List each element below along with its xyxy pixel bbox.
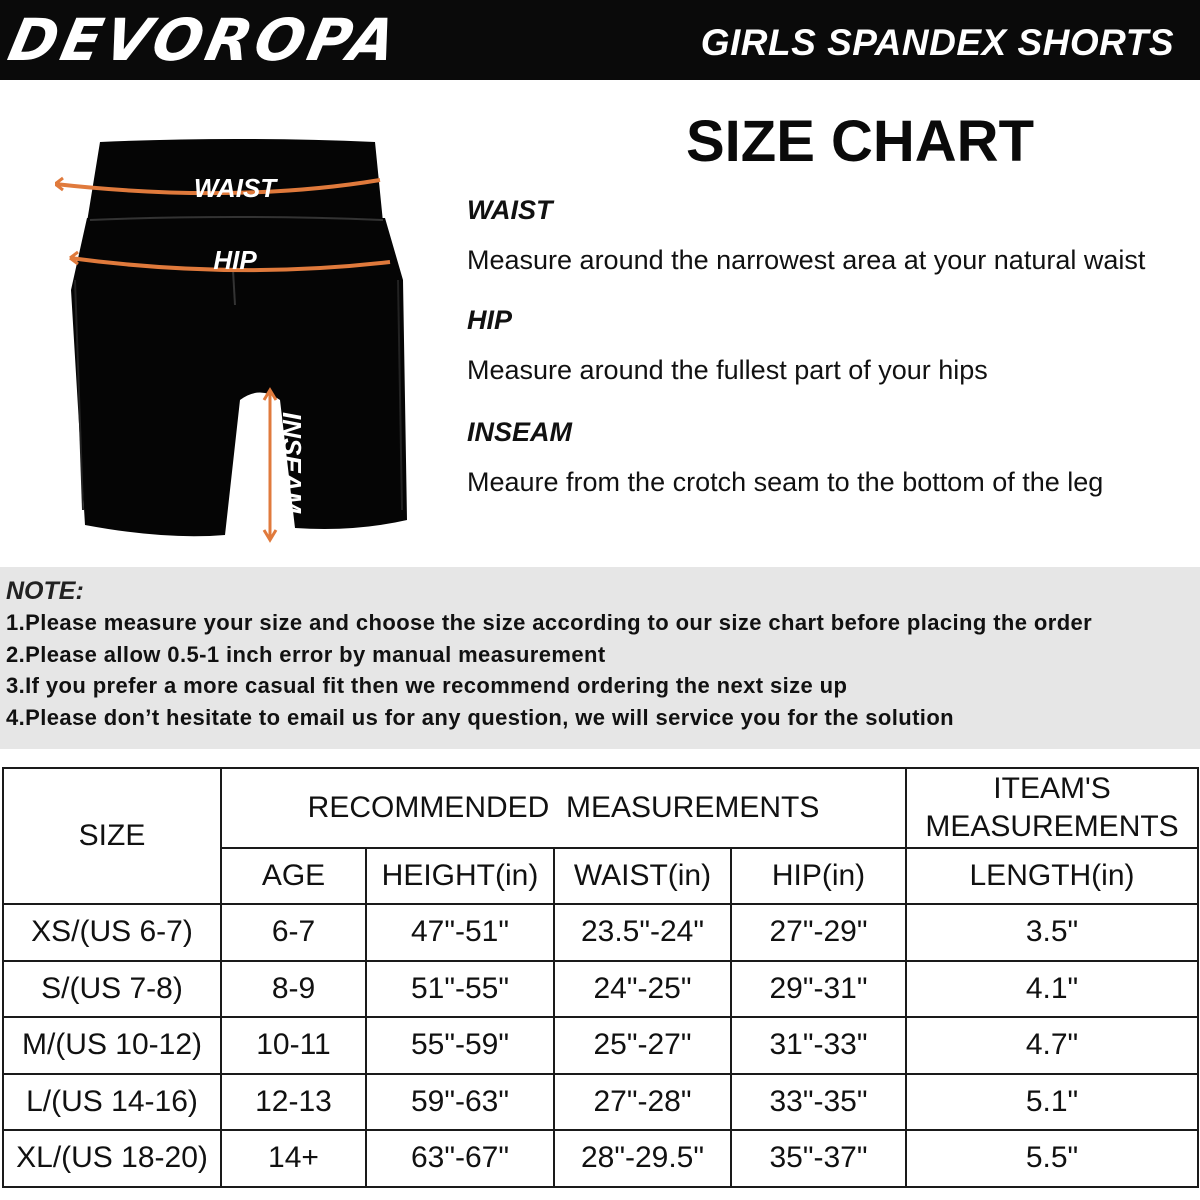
cell-height: 63"-67" bbox=[366, 1130, 554, 1187]
note-line: 3.If you prefer a more casual fit then we recommend ordering the next size up bbox=[6, 673, 848, 698]
cell-height: 59"-63" bbox=[366, 1074, 554, 1131]
shorts-illustration bbox=[55, 130, 415, 550]
cell-waist: 25"-27" bbox=[554, 1017, 731, 1074]
cell-length: 4.7" bbox=[906, 1017, 1198, 1074]
cell-age: 8-9 bbox=[221, 961, 366, 1018]
size-header: SIZE bbox=[3, 768, 221, 904]
col-hip: HIP(in) bbox=[731, 848, 906, 904]
cell-age: 12-13 bbox=[221, 1074, 366, 1131]
cell-size: L/(US 14-16) bbox=[3, 1074, 221, 1131]
col-age: AGE bbox=[221, 848, 366, 904]
inseam-label: INSEAM bbox=[277, 412, 307, 514]
size-chart-title: SIZE CHART bbox=[686, 109, 1034, 174]
note-panel bbox=[0, 567, 1200, 749]
cell-size: S/(US 7-8) bbox=[3, 961, 221, 1018]
table-row bbox=[3, 961, 1198, 1018]
cell-waist: 23.5"-24" bbox=[554, 904, 731, 961]
cell-hip: 31"-33" bbox=[731, 1017, 906, 1074]
table-row bbox=[3, 904, 1198, 961]
items-header: ITEAM'S MEASUREMENTS bbox=[906, 768, 1198, 848]
hip-label: HIP bbox=[213, 245, 257, 275]
product-title: GIRLS SPANDEX SHORTS bbox=[700, 22, 1174, 63]
cell-age: 6-7 bbox=[221, 904, 366, 961]
cell-length: 5.5" bbox=[906, 1130, 1198, 1187]
cell-length: 3.5" bbox=[906, 904, 1198, 961]
shorts-svg bbox=[55, 130, 415, 550]
cell-size: M/(US 10-12) bbox=[3, 1017, 221, 1074]
recommended-header: RECOMMENDED MEASUREMENTS bbox=[221, 768, 906, 848]
cell-size: XL/(US 18-20) bbox=[3, 1130, 221, 1187]
cell-hip: 29"-31" bbox=[731, 961, 906, 1018]
col-height: HEIGHT(in) bbox=[366, 848, 554, 904]
cell-height: 47"-51" bbox=[366, 904, 554, 961]
cell-hip: 33"-35" bbox=[731, 1074, 906, 1131]
note-line: 1.Please measure your size and choose the size according to our size chart before placing the order bbox=[6, 610, 1093, 635]
waist-label: WAIST bbox=[193, 173, 277, 203]
table-row bbox=[3, 1017, 1198, 1074]
brand-logo: DEVOROPA bbox=[2, 6, 407, 74]
cell-hip: 27"-29" bbox=[731, 904, 906, 961]
col-waist: WAIST(in) bbox=[554, 848, 731, 904]
header-bar bbox=[0, 0, 1200, 80]
cell-waist: 27"-28" bbox=[554, 1074, 731, 1131]
hip-description: Measure around the fullest part of your hips bbox=[467, 355, 988, 385]
cell-height: 51"-55" bbox=[366, 961, 554, 1018]
cell-size: XS/(US 6-7) bbox=[3, 904, 221, 961]
cell-height: 55"-59" bbox=[366, 1017, 554, 1074]
note-line: 2.Please allow 0.5-1 inch error by manual measurement bbox=[6, 641, 606, 667]
waist-heading: WAIST bbox=[467, 195, 553, 225]
waist-description: Measure around the narrowest area at your natural waist bbox=[467, 245, 1146, 275]
cell-length: 5.1" bbox=[906, 1074, 1198, 1131]
table-row bbox=[3, 1074, 1198, 1131]
cell-length: 4.1" bbox=[906, 961, 1198, 1018]
table-row bbox=[3, 1130, 1198, 1187]
note-line: 4.Please don’t hesitate to email us for any question, we will service you for the solution bbox=[6, 704, 954, 730]
note-title: NOTE: bbox=[6, 577, 84, 605]
col-length: LENGTH(in) bbox=[906, 848, 1198, 904]
hip-heading: HIP bbox=[467, 305, 513, 335]
cell-age: 10-11 bbox=[221, 1017, 366, 1074]
size-table bbox=[2, 767, 1199, 1188]
cell-waist: 28"-29.5" bbox=[554, 1130, 731, 1187]
table-header-row bbox=[3, 768, 1198, 848]
inseam-description: Meaure from the crotch seam to the bottom of the leg bbox=[467, 467, 1104, 497]
inseam-heading: INSEAM bbox=[467, 417, 573, 447]
cell-hip: 35"-37" bbox=[731, 1130, 906, 1187]
cell-age: 14+ bbox=[221, 1130, 366, 1187]
cell-waist: 24"-25" bbox=[554, 961, 731, 1018]
